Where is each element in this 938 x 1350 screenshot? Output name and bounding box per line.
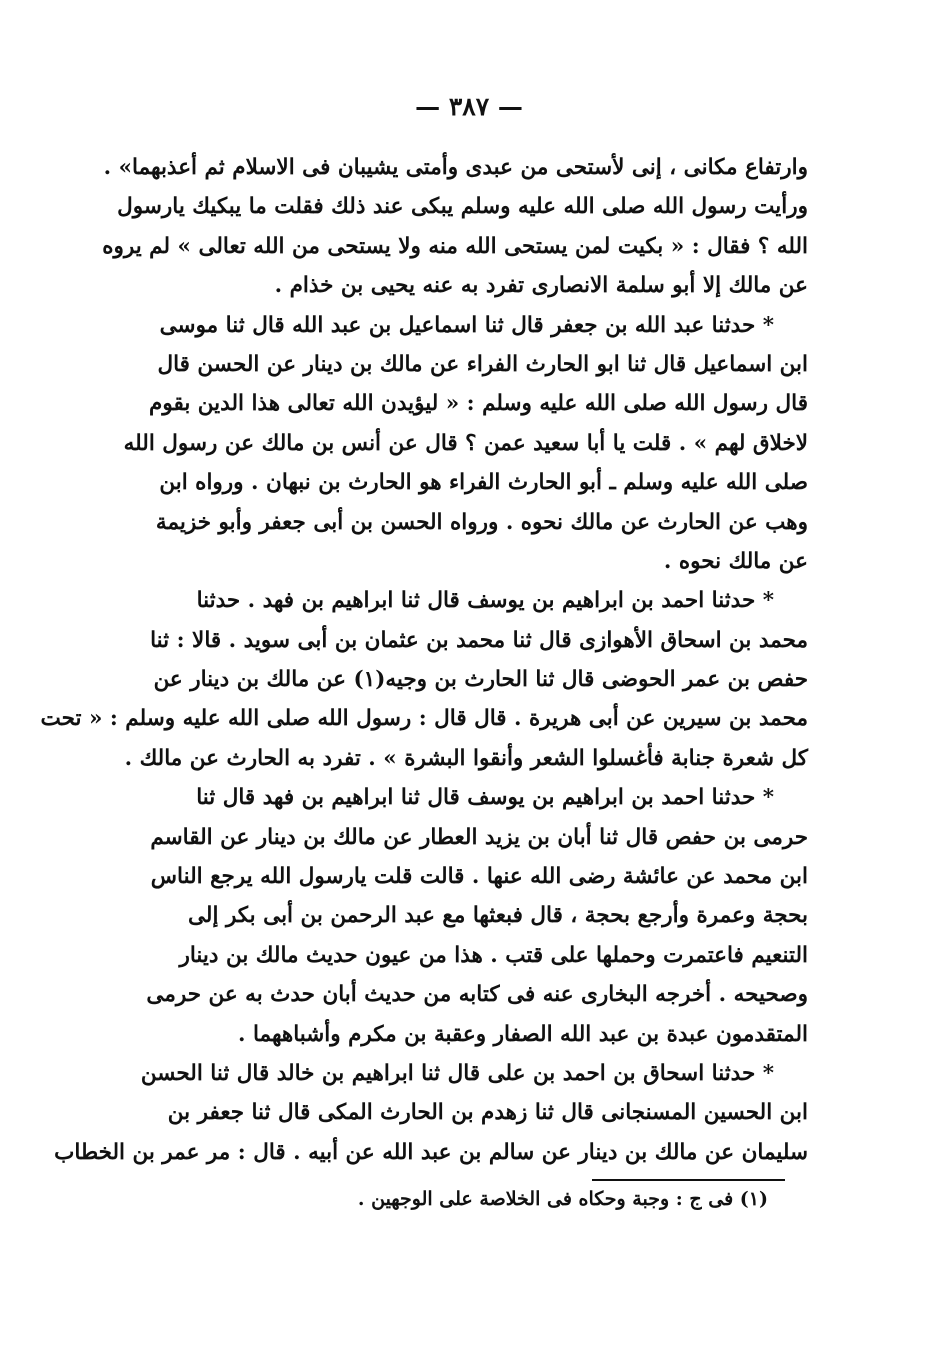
text-line: ابن الحسين المسنجانى قال ثنا زهدم بن الحارث المكى قال ثنا جعفر بن — [167, 1100, 808, 1126]
text-line: بحجة وعمرة وأرجع بحجة ، قال فبعثها مع عبد الرحمن بن أبى بكر إلى — [188, 903, 808, 929]
text-line: لاخلاق لهم » . قلت يا أبا سعيد عمن ؟ قال عن أنس بن مالك عن رسول الله — [123, 430, 808, 456]
text-line: وهب عن الحارث عن مالك نحوه . ورواه الحسن بن أبى جعفر وأبو خزيمة — [155, 509, 808, 535]
text-line: الله ؟ فقال : « بكيت لمن يستحى الله منه ولا يستحى من الله تعالى » لم يروه — [102, 233, 808, 259]
text-line: صلى الله عليه وسلم ـ أبو الحارث الفراء هو الحارث بن نبهان . ورواه ابن — [159, 470, 808, 496]
text-line: سليمان عن مالك بن دينار عن سالم بن عبد الله عن أبيه . قال : مر عمر بن الخطاب — [54, 1139, 808, 1165]
body-text — [40, 148, 808, 1172]
text-line: حرمى بن حفص قال ثنا أبان بن يزيد العطار عن مالك بن دينار عن القاسم — [150, 824, 808, 850]
text-line: محمد بن سيرين عن أبى هريرة . قال قال : رسول الله صلى الله عليه وسلم : « تحت — [40, 706, 808, 732]
text-line: ورأيت رسول الله صلى الله عليه وسلم يبكى عند ذلك فقلت ما يبكيك يارسول — [117, 194, 808, 220]
text-line: كل شعرة جنابة فأغسلوا الشعر وأنقوا البشرة » . تفرد به الحارث عن مالك . — [124, 745, 808, 771]
text-line: التنعيم فاعتمرت وحملها على قتب . هذا من عيون حديث مالك بن دينار — [179, 942, 808, 968]
text-line: قال رسول الله صلى الله عليه وسلم : « ليؤيدن الله تعالى هذا الدين بقوم — [149, 391, 808, 417]
footnote: (١) فى ج : وجبة وحكاه فى الخلاصة على الوجهين . — [357, 1188, 768, 1210]
text-line: عن مالك إلا أبو سلمة الانصارى تفرد به عنه يحيى بن خذام . — [274, 273, 808, 299]
text-line: محمد بن اسحاق الأهوازى قال ثنا محمد بن عثمان بن أبى سويد . قالا : ثنا — [150, 627, 808, 653]
text-line: وارتفاع مكانى ، إنى لأستحى من عبدى وأمتى يشيبان فى الاسلام ثم أعذبهما» . — [103, 155, 808, 180]
text-line: عن مالك نحوه . — [663, 548, 808, 574]
text-line: * حدثنا احمد بن ابراهيم بن يوسف قال ثنا ابراهيم بن فهد قال ثنا — [196, 785, 774, 811]
footnote-divider — [592, 1179, 785, 1181]
page-number: — ٣٨٧ — — [415, 92, 523, 121]
text-line: * حدثنا اسحاق بن احمد بن على قال ثنا ابراهيم بن خالد قال ثنا الحسن — [140, 1060, 774, 1086]
text-line: وصحيحه . أخرجه البخارى عنه فى كتابه من حديث أبان حدث به عن حرمى — [146, 982, 808, 1008]
text-line: حفص بن عمر الحوضى قال ثنا الحارث بن وجيه(١) عن مالك بن دينار عن — [153, 667, 808, 693]
text-line: ابن محمد عن عائشة رضى الله عنها . قالت قلت يارسول الله يرجع الناس — [150, 864, 808, 890]
text-line: * حدثنا احمد بن ابراهيم بن يوسف قال ثنا ابراهيم بن فهد . حدثنا — [196, 588, 774, 614]
text-line: المتقدمون عبدة بن عبد الله الصفار وعقبة بن مكرم وأشباههما . — [238, 1021, 808, 1047]
text-line: * حدثنا عبد الله بن جعفر قال ثنا اسماعيل بن عبد الله قال ثنا موسى — [159, 312, 774, 338]
text-line: ابن اسماعيل قال ثنا ابو الحارث الفراء عن مالك بن دينار عن الحسن قال — [157, 351, 808, 377]
